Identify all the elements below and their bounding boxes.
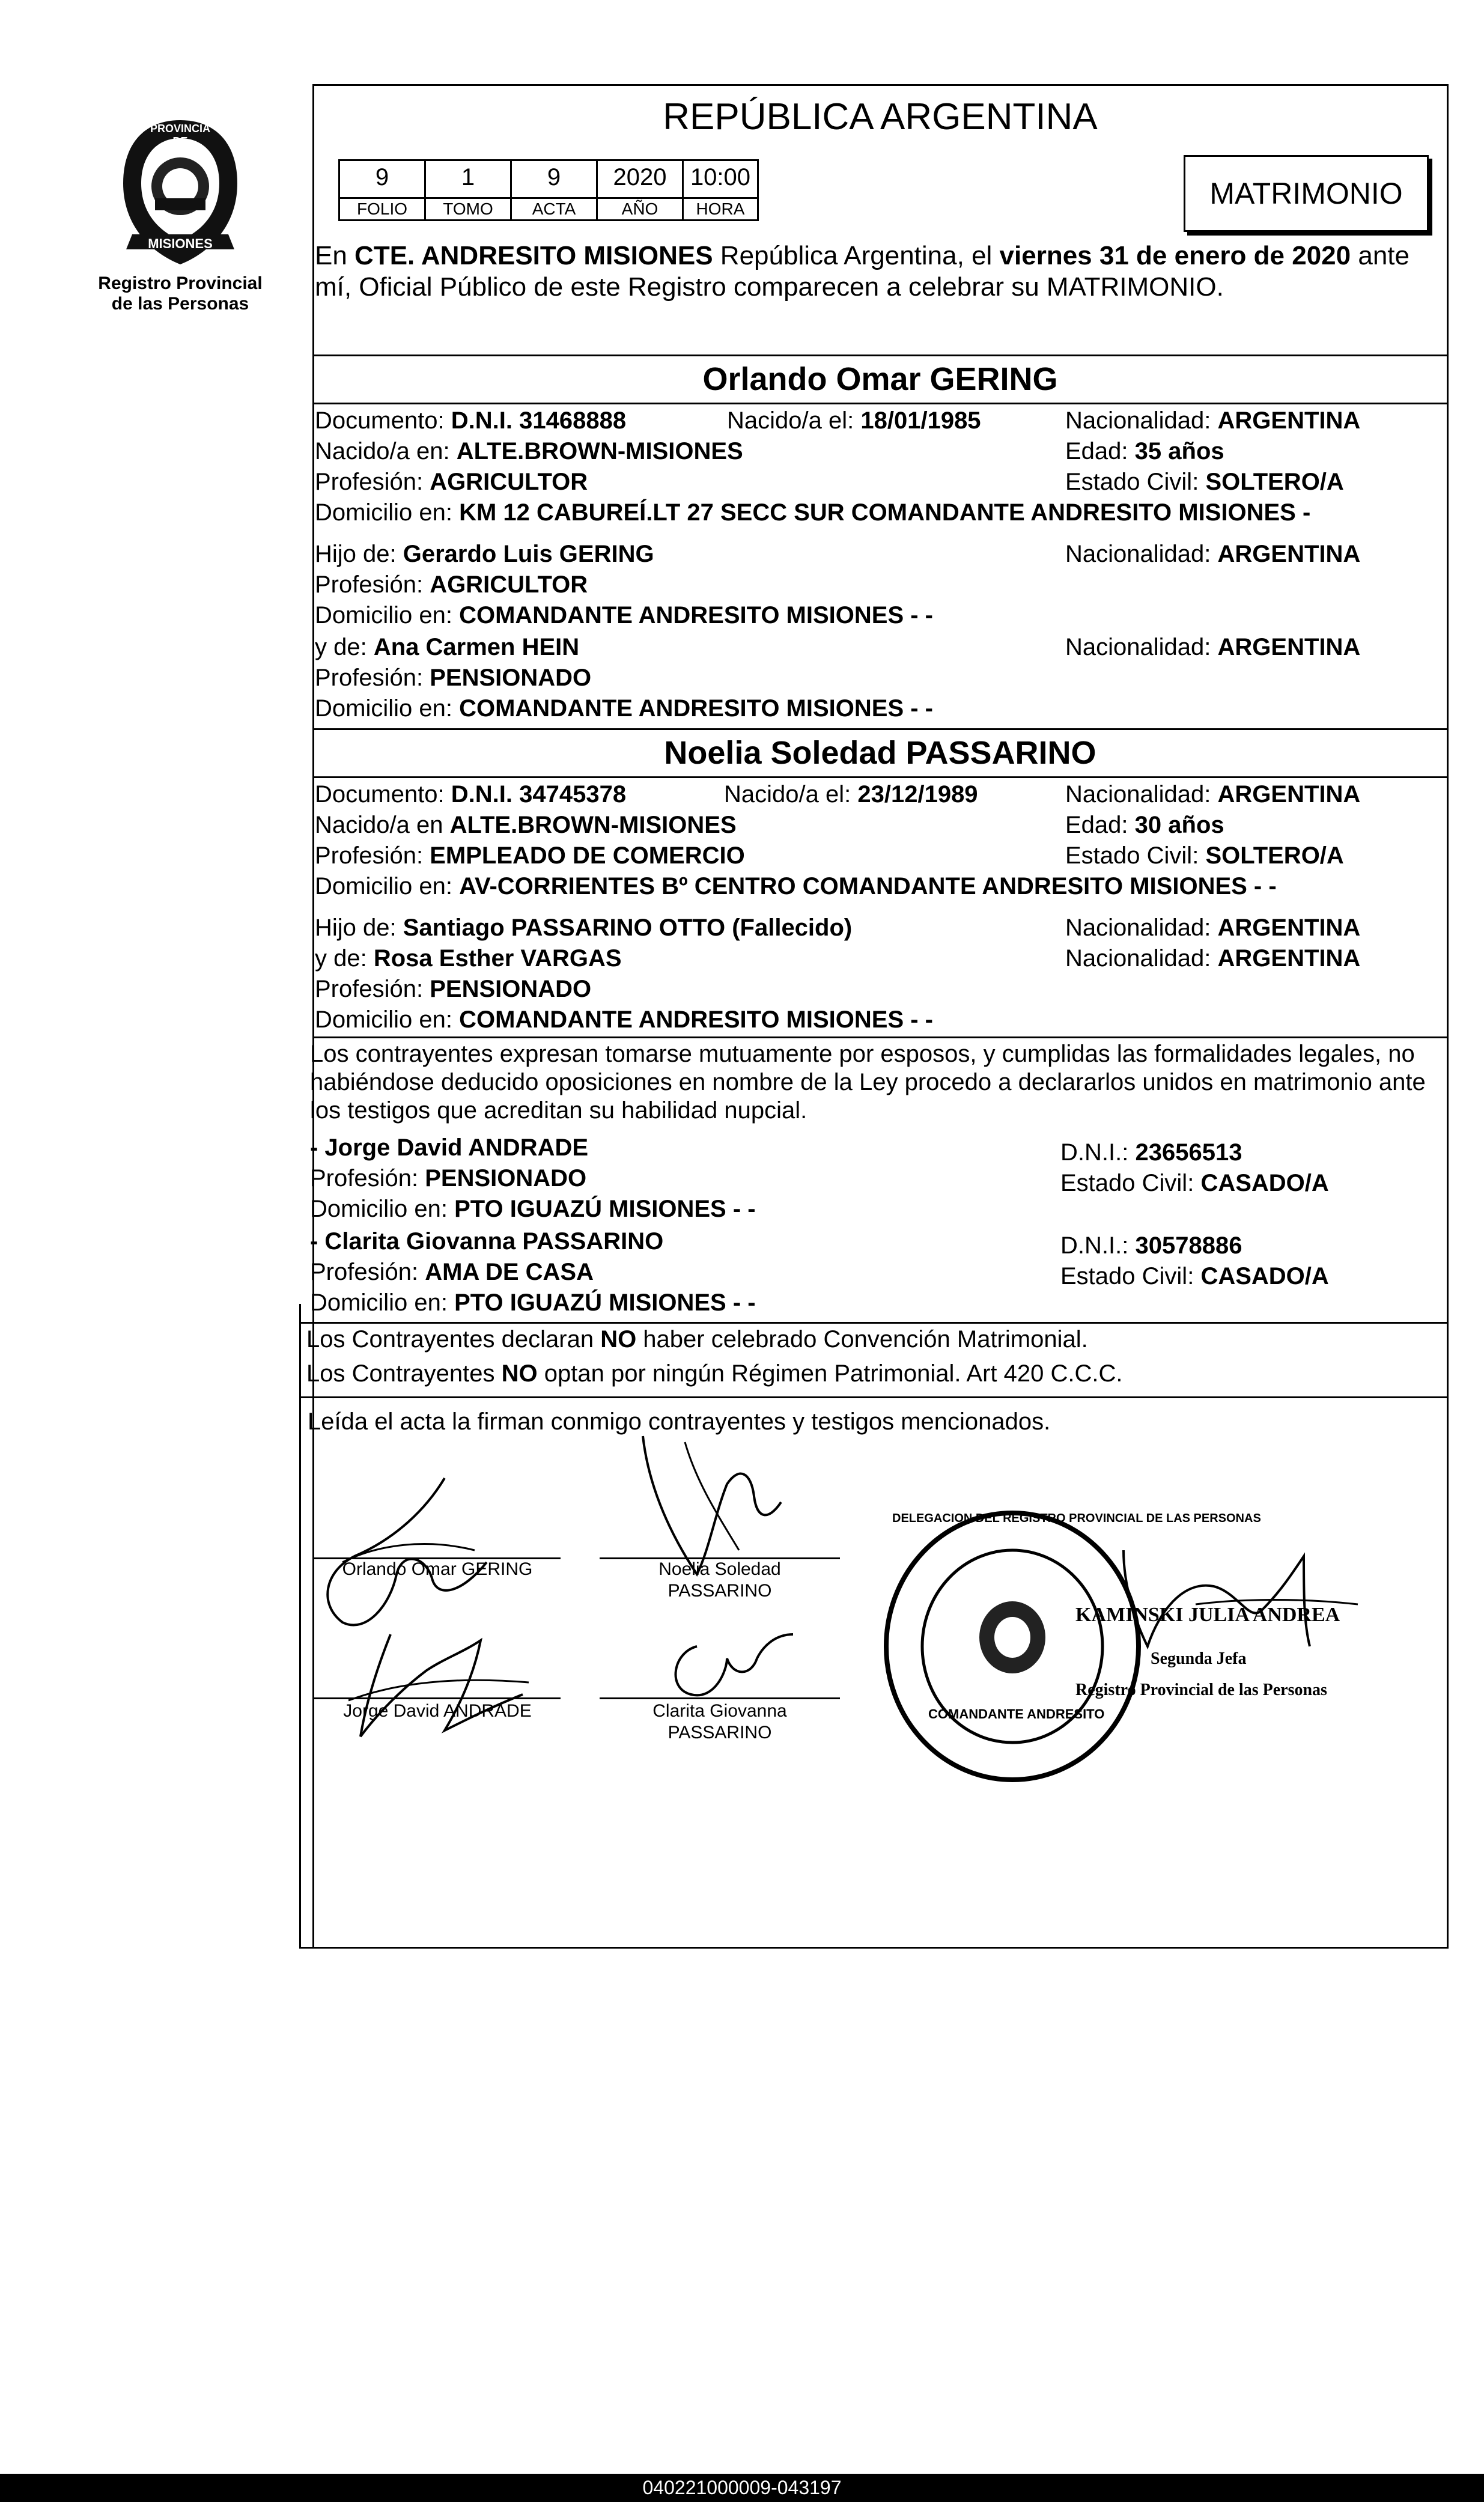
official-role: Segunda Jefa <box>1151 1649 1247 1668</box>
witness-name: - Jorge David ANDRADE <box>310 1134 589 1161</box>
footer-bar <box>0 2474 1484 2502</box>
act-type: MATRIMONIO <box>1209 177 1403 210</box>
hora-value: 10:00 <box>682 159 759 199</box>
intro-line1: En CTE. ANDRESITO MISIONES República Argentina, el viernes 31 de enero de 2020 ante <box>315 241 1409 270</box>
document-barcode-code: 040221000009-043197 <box>642 2477 842 2498</box>
bride-nationality: ARGENTINA <box>1217 781 1361 808</box>
tomo-value: 1 <box>424 159 512 199</box>
groom-dni: D.N.I. 31468888 <box>451 407 627 434</box>
witness1-signature-name: Jorge David ANDRADE <box>343 1701 532 1721</box>
folio-label: FOLIO <box>338 197 426 221</box>
bride-civil-status: SOLTERO/A <box>1205 842 1344 869</box>
official-name: KAMINSKI JULIA ANDREA <box>1075 1604 1340 1626</box>
declaration-line3: los testigos que acreditan su habilidad nupcial. <box>310 1097 807 1124</box>
anio-label: AÑO <box>596 197 684 221</box>
tomo-label: TOMO <box>424 197 512 221</box>
stamp-inner-text: COMANDANTE ANDRESITO <box>928 1706 1105 1721</box>
witness-name: - Clarita Giovanna PASSARINO <box>310 1228 664 1255</box>
bride-signature-name-2: PASSARINO <box>667 1581 772 1601</box>
bride-birthdate: 23/12/1989 <box>857 781 978 808</box>
seal-top-text: PROVINCIA DE <box>150 123 210 147</box>
handwritten-signature-icon <box>324 1616 553 1755</box>
logo-caption-line2: de las Personas <box>111 294 249 314</box>
witness-dni: 30578886 <box>1135 1232 1242 1259</box>
witness-dni: 23656513 <box>1135 1139 1242 1166</box>
intro-line2: mí, Oficial Público de este Registro comparecen a celebrar su MATRIMONIO. <box>315 272 1224 302</box>
page-title: REPÚBLICA ARGENTINA <box>663 96 1098 138</box>
bride-name: Noelia Soledad PASSARINO <box>664 735 1096 771</box>
witness2-signature-name-2: PASSARINO <box>667 1723 772 1743</box>
convention-line1: Los Contrayentes declaran NO haber celebrado Convención Matrimonial. <box>306 1326 1088 1353</box>
bride-age: 30 años <box>1134 812 1224 838</box>
acta-value: 9 <box>510 159 598 199</box>
anio-value: 2020 <box>596 159 684 199</box>
official-office: Registro Provincial de las Personas <box>1075 1681 1327 1699</box>
groom-civil-status: SOLTERO/A <box>1205 469 1344 495</box>
declaration-line2: habiéndose deducido oposiciones en nombre de la Ley procedo a declararlos unidos en matrimonio ante <box>310 1069 1426 1095</box>
groom-birthdate: 18/01/1985 <box>860 407 981 434</box>
groom-mother: Ana Carmen HEIN <box>373 634 580 660</box>
bride-mother: Rosa Esther VARGAS <box>373 945 622 972</box>
declaration-line1: Los contrayentes expresan tomarse mutuamente por esposos, y cumplidas las formalidades legales, no <box>310 1041 1415 1067</box>
act-type-box <box>1184 155 1429 232</box>
stamp-ring-text: DELEGACION DEL REGISTRO PROVINCIAL DE LAS PERSONAS <box>892 1512 1261 1525</box>
signatures-intro: Leída el acta la firman conmigo contrayentes y testigos mencionados. <box>308 1408 1051 1435</box>
bride-dni: D.N.I. 34745378 <box>451 781 627 808</box>
groom-birthplace: ALTE.BROWN-MISIONES <box>456 438 743 464</box>
groom-profession: AGRICULTOR <box>430 469 588 495</box>
handwritten-signature-icon <box>306 1472 505 1640</box>
folio-value: 9 <box>338 159 426 199</box>
seal-bottom-text: MISIONES <box>148 236 213 251</box>
acta-label: ACTA <box>510 197 598 221</box>
groom-signature-name: Orlando Omar GERING <box>342 1559 533 1579</box>
logo-caption-line1: Registro Provincial <box>98 273 263 293</box>
bride-father: Santiago PASSARINO OTTO (Fallecido) <box>403 915 853 941</box>
witness2-signature-name-1: Clarita Giovanna <box>652 1701 787 1721</box>
bride-address: AV-CORRIENTES Bº CENTRO COMANDANTE ANDRESITO MISIONES - - <box>459 873 1277 899</box>
convention-line2: Los Contrayentes NO optan por ningún Régimen Patrimonial. Art 420 C.C.C. <box>306 1360 1123 1387</box>
hora-label: HORA <box>682 197 759 221</box>
bride-profession: EMPLEADO DE COMERCIO <box>430 842 745 869</box>
registry-logo <box>108 114 252 270</box>
bride-birthplace: ALTE.BROWN-MISIONES <box>449 812 737 838</box>
groom-age: 35 años <box>1134 438 1224 464</box>
bride-signature-name-1: Noelia Soledad <box>658 1559 781 1579</box>
groom-address: KM 12 CABUREÍ.LT 27 SECC SUR COMANDANTE ANDRESITO MISIONES - <box>459 499 1311 526</box>
groom-name: Orlando Omar GERING <box>702 361 1058 397</box>
groom-nationality: ARGENTINA <box>1217 407 1361 434</box>
groom-father: Gerardo Luis GERING <box>403 541 654 567</box>
